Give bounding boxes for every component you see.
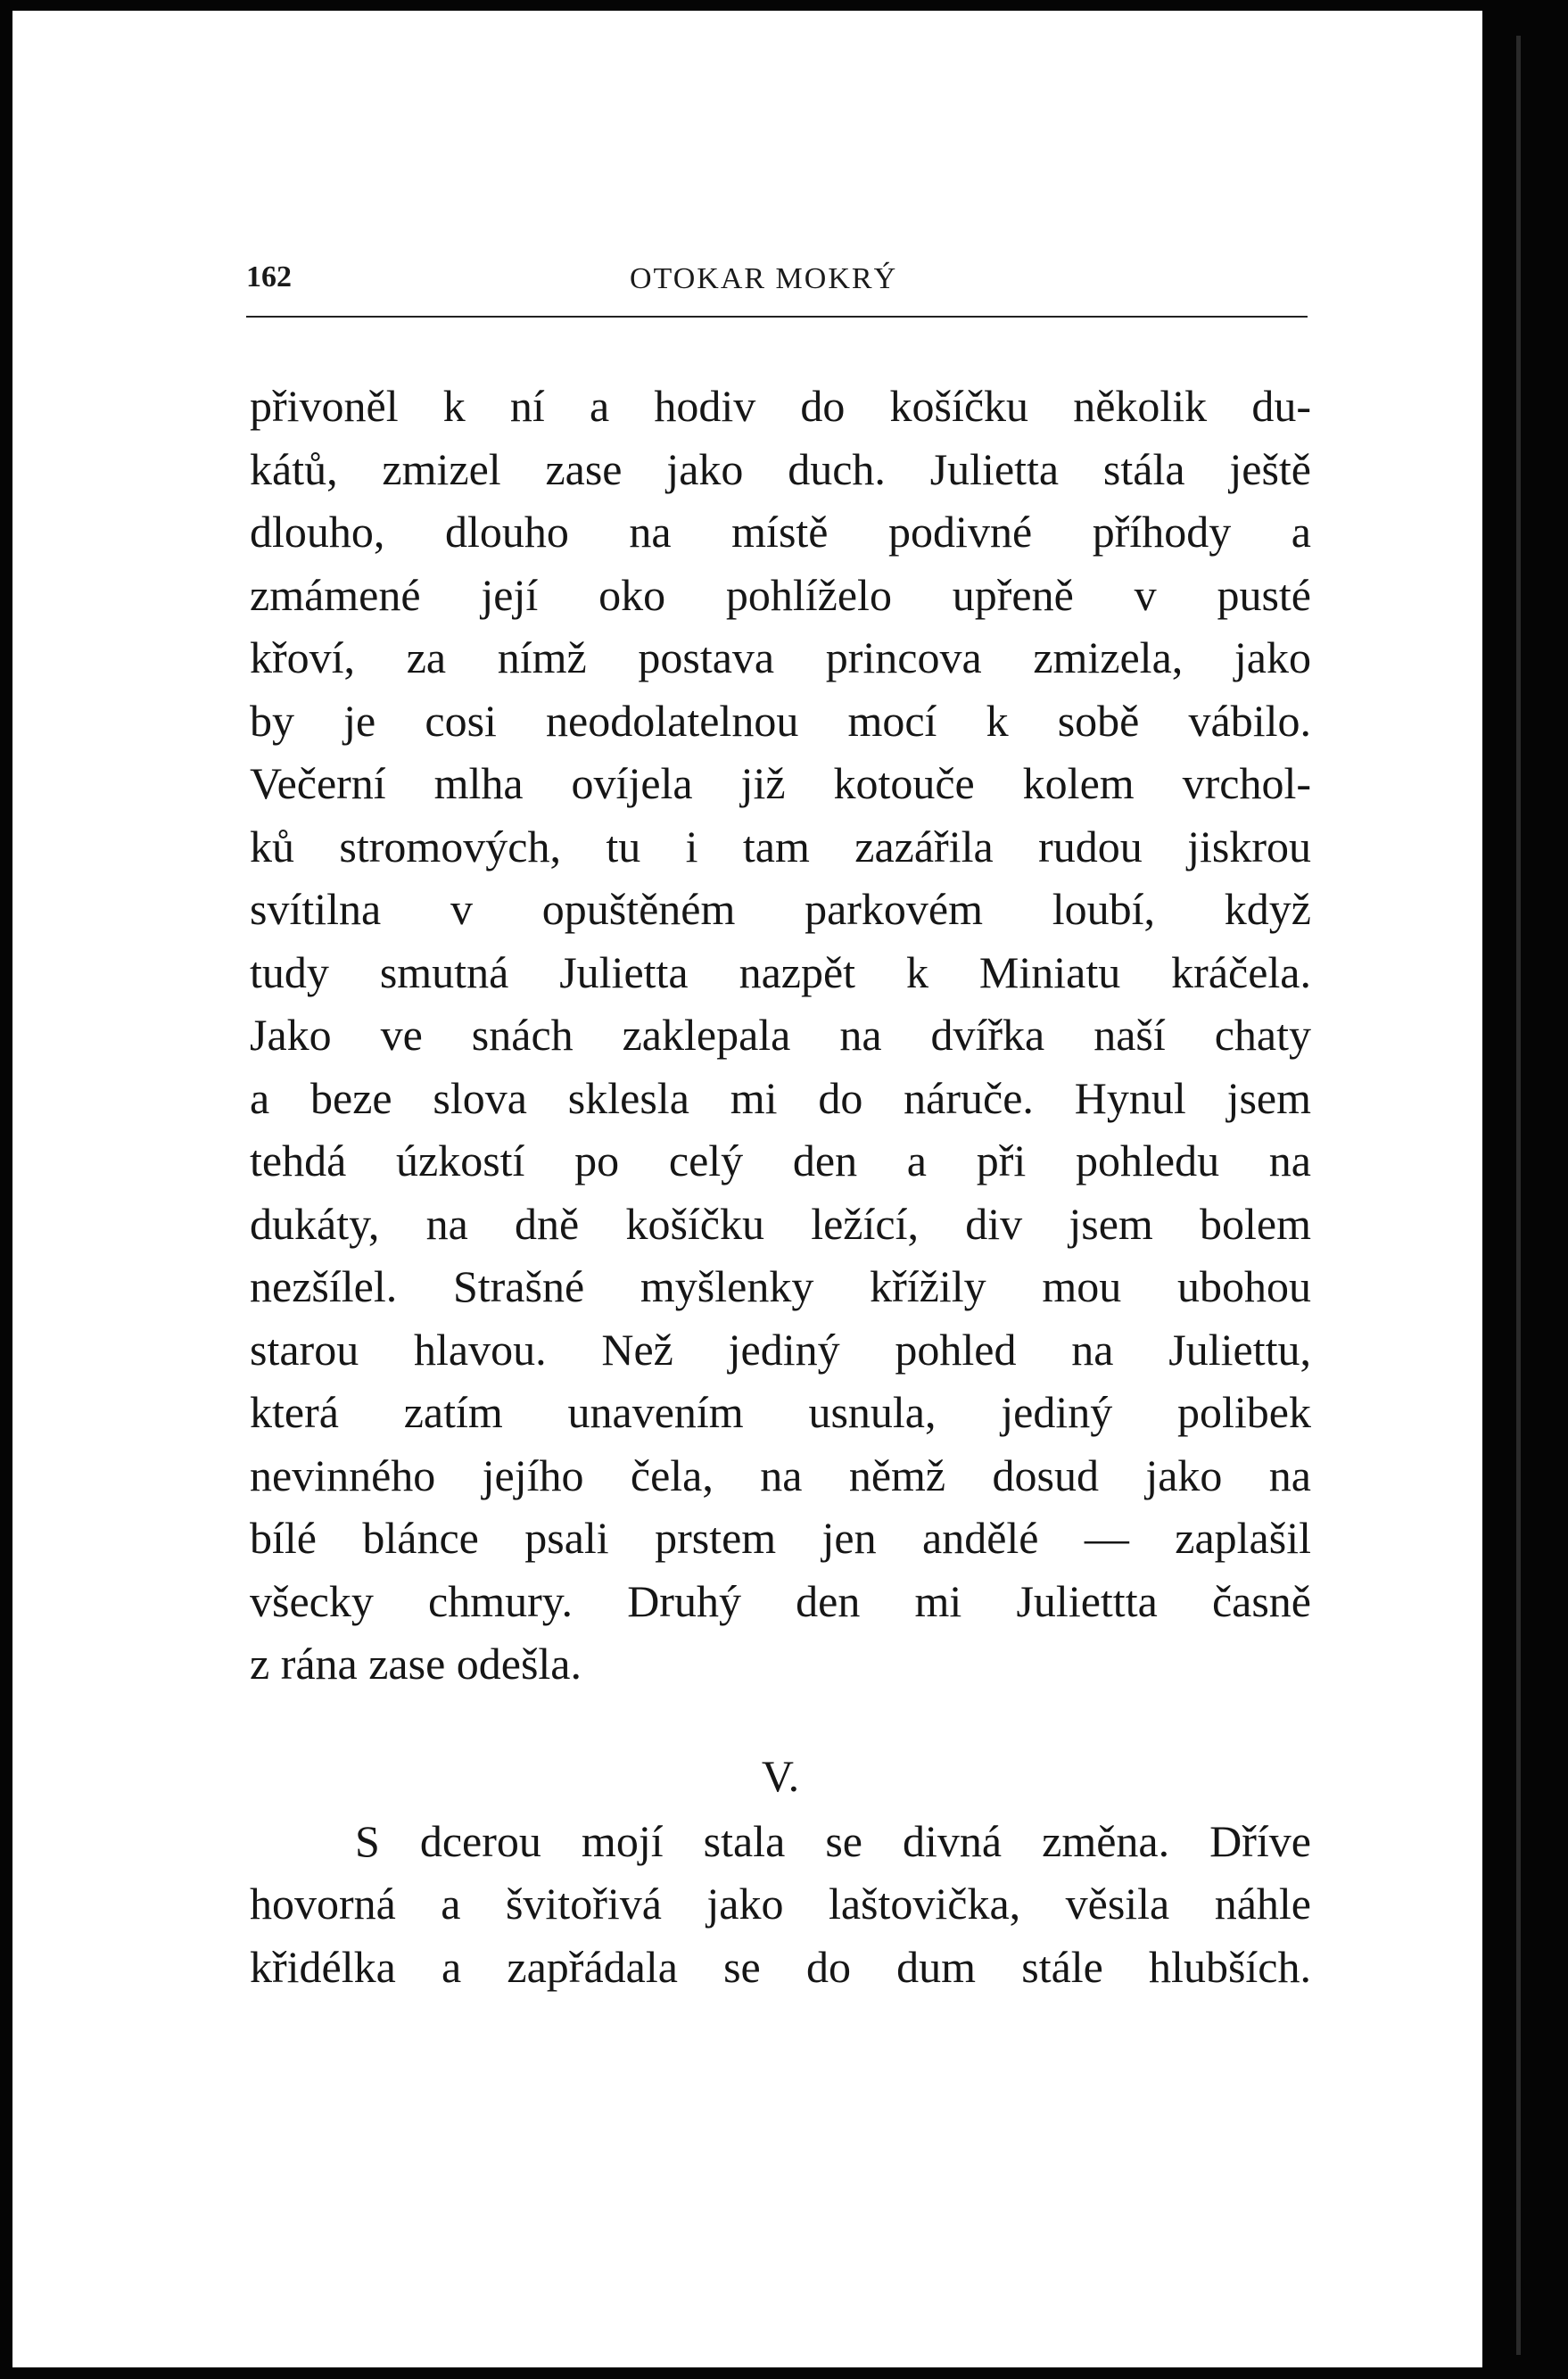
text-line: Večerní mlha ovíjela již kotouče kolem vrchol-	[250, 758, 1311, 808]
text-line: starou hlavou. Než jediný pohled na Juliettu,	[250, 1324, 1311, 1375]
text-line: dukáty, na dně košíčku ležící, div jsem bolem	[250, 1198, 1311, 1249]
text-line: dlouho, dlouho na místě podivné příhody a	[250, 507, 1311, 557]
text-line: z rána zase odešla.	[250, 1639, 582, 1689]
text-line: ků stromových, tu i tam zazářila rudou jiskrou	[250, 821, 1311, 871]
text-line: svítilna v opuštěném parkovém loubí, když	[250, 884, 1311, 934]
text-line: Jako ve snách zaklepala na dvířka naší chaty	[250, 1010, 1311, 1060]
page-number: 162	[246, 260, 292, 293]
header-rule	[246, 316, 1308, 318]
paragraph-2	[250, 1810, 1311, 1999]
running-title: OTOKAR MOKRÝ	[630, 262, 898, 295]
text-line: S dcerou mojí stala se divná změna. Dříve	[355, 1815, 1311, 1866]
section-heading: V.	[761, 1750, 800, 1801]
text-line: nezšílel. Strašné myšlenky křížily mou ubohou	[250, 1261, 1311, 1311]
text-line: nevinného jejího čela, na němž dosud jako na	[250, 1450, 1311, 1500]
text-line: tehdá úzkostí po celý den a při pohledu na	[250, 1136, 1311, 1185]
text-line: která zatím unavením usnula, jediný polibek	[250, 1387, 1311, 1437]
text-line: křoví, za nímž postava princova zmizela, jako	[250, 632, 1311, 682]
text-line: bílé blánce psali prstem jen andělé — zaplašil	[250, 1513, 1311, 1563]
text-line: a beze slova sklesla mi do náruče. Hynul jsem	[250, 1072, 1311, 1123]
text-line: všecky chmury. Druhý den mi Juliettta časně	[250, 1575, 1311, 1626]
text-line: hovorná a švitořivá jako laštovička, věsila náhle	[250, 1879, 1311, 1929]
running-header	[246, 260, 1308, 314]
text-line: by je cosi neodolatelnou mocí k sobě vábilo.	[250, 695, 1311, 746]
text-line: křidélka a zapřádala se do dum stále hlubších.	[250, 1941, 1311, 1992]
body-text	[250, 375, 1311, 1998]
text-line: tudy smutná Julietta nazpět k Miniatu kráčela.	[250, 946, 1311, 997]
page-edge-shadow	[1516, 36, 1521, 2355]
text-line: přivoněl k ní a hodiv do košíčku několik du-	[250, 381, 1311, 431]
text-line: kátů, zmizel zase jako duch. Julietta stála ještě	[250, 443, 1311, 494]
paragraph-1	[250, 375, 1311, 1696]
text-line: zmámené její oko pohlíželo upřeně v pusté	[250, 569, 1311, 620]
